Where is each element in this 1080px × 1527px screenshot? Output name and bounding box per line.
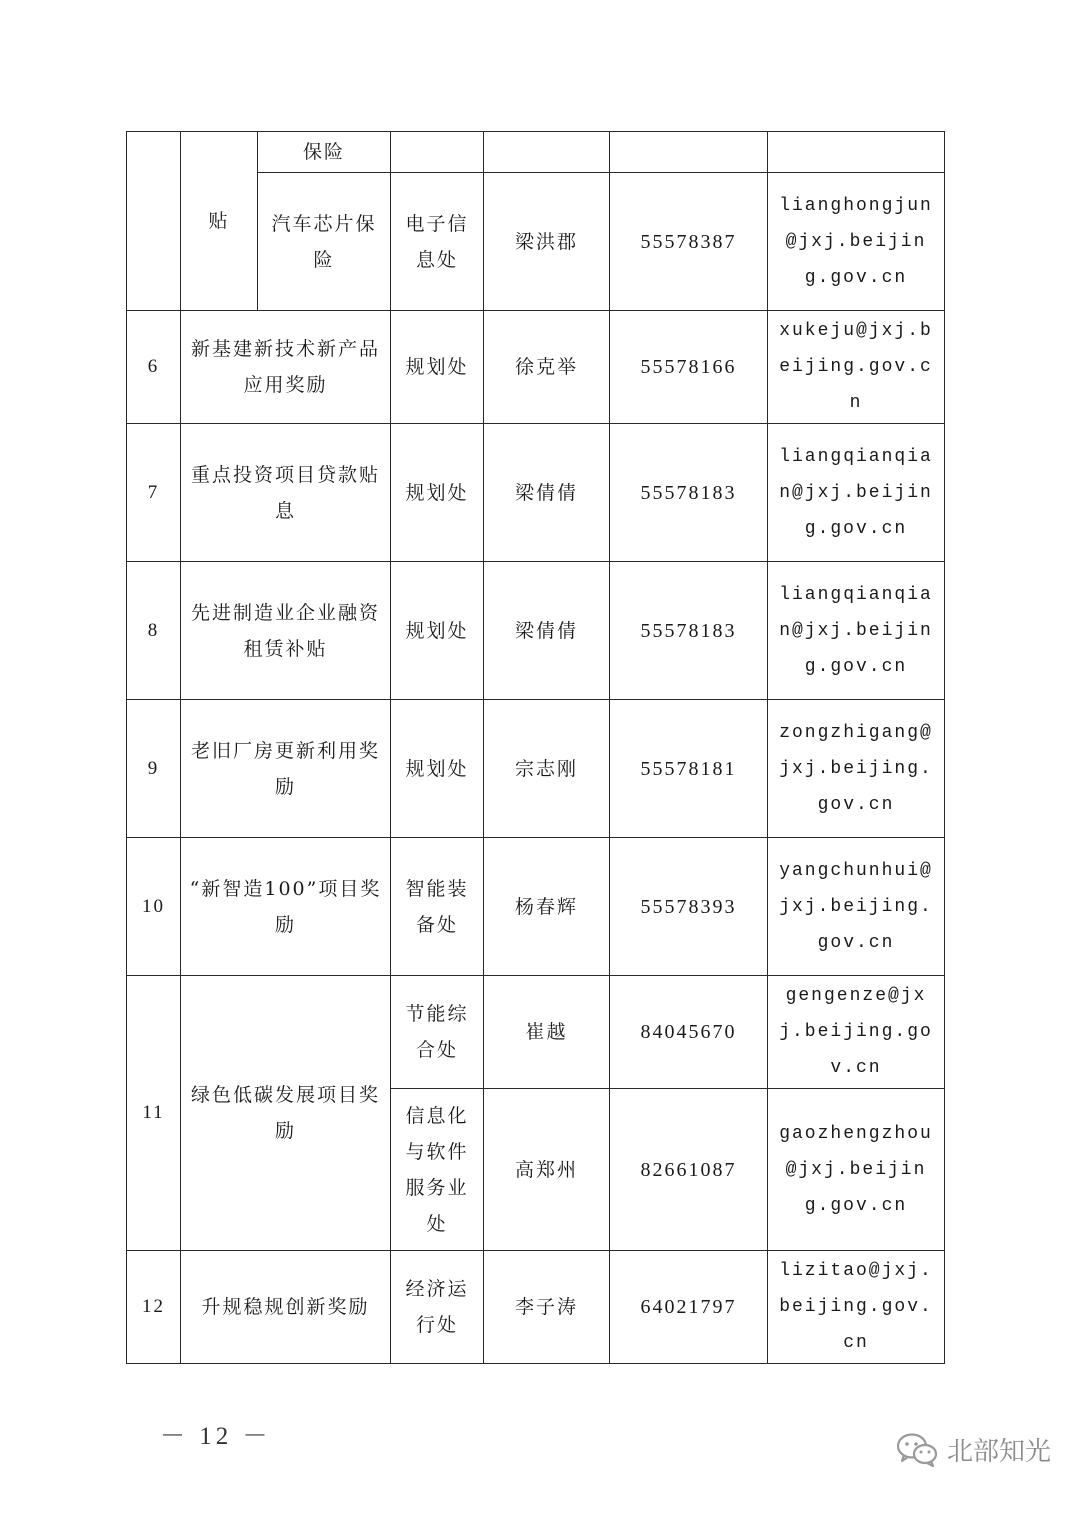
email-cell: liangqianqian@jxj.beijing.gov.cn: [768, 424, 945, 562]
dept-cell: 信息化与软件服务业处: [391, 1089, 484, 1251]
table-row: [127, 838, 945, 976]
email-cell: gaozhengzhou@jxj.beijing.gov.cn: [768, 1089, 945, 1251]
num-cell: 7: [127, 424, 181, 562]
category-cell: 贴: [181, 132, 258, 311]
item-cell: 汽车芯片保险: [258, 173, 391, 311]
num-cell: 12: [127, 1251, 181, 1364]
dept-cell: 节能综合处: [391, 976, 484, 1089]
phone-cell: 55578393: [610, 838, 768, 976]
email-cell: xukeju@jxj.beijing.gov.cn: [768, 311, 945, 424]
email-cell: zongzhigang@jxj.beijing.gov.cn: [768, 700, 945, 838]
num-cell: 9: [127, 700, 181, 838]
person-cell: 杨春辉: [484, 838, 610, 976]
person-cell: 宗志刚: [484, 700, 610, 838]
dept-cell: [391, 132, 484, 173]
num-cell: 8: [127, 562, 181, 700]
person-cell: 梁倩倩: [484, 562, 610, 700]
wechat-icon: [895, 1430, 939, 1468]
email-cell: lianghongjun@jxj.beijing.gov.cn: [768, 173, 945, 311]
dept-cell: 智能装备处: [391, 838, 484, 976]
item-cell: 先进制造业企业融资租赁补贴: [181, 562, 391, 700]
item-cell: “新智造100”项目奖励: [181, 838, 391, 976]
item-cell: 保险: [258, 132, 391, 173]
phone-cell: 55578166: [610, 311, 768, 424]
phone-cell: 55578183: [610, 424, 768, 562]
person-cell: 崔越: [484, 976, 610, 1089]
phone-cell: 84045670: [610, 976, 768, 1089]
num-cell: 11: [127, 976, 181, 1251]
contact-table: [126, 131, 945, 1364]
dept-cell: 规划处: [391, 700, 484, 838]
person-cell: 梁倩倩: [484, 424, 610, 562]
phone-cell: [610, 132, 768, 173]
item-cell: 重点投资项目贷款贴息: [181, 424, 391, 562]
email-cell: liangqianqian@jxj.beijing.gov.cn: [768, 562, 945, 700]
dept-cell: 经济运行处: [391, 1251, 484, 1364]
email-cell: [768, 132, 945, 173]
person-cell: [484, 132, 610, 173]
dept-cell: 电子信息处: [391, 173, 484, 311]
table-row: [127, 1251, 945, 1364]
num-cell: 10: [127, 838, 181, 976]
num-cell: 6: [127, 311, 181, 424]
table-row: [127, 562, 945, 700]
person-cell: 李子涛: [484, 1251, 610, 1364]
table-row: [127, 976, 945, 1089]
page-number: － 12 －: [160, 1423, 272, 1450]
item-cell: 老旧厂房更新利用奖励: [181, 700, 391, 838]
email-cell: lizitao@jxj.beijing.gov.cn: [768, 1251, 945, 1364]
watermark: [895, 1430, 1051, 1468]
person-cell: 梁洪郡: [484, 173, 610, 311]
num-cell-empty: [127, 132, 181, 311]
phone-cell: 82661087: [610, 1089, 768, 1251]
phone-cell: 55578183: [610, 562, 768, 700]
item-cell: 新基建新技术新产品应用奖励: [181, 311, 391, 424]
table-row: [127, 311, 945, 424]
person-cell: 高郑州: [484, 1089, 610, 1251]
item-cell: 绿色低碳发展项目奖励: [181, 976, 391, 1251]
person-cell: 徐克举: [484, 311, 610, 424]
dept-cell: 规划处: [391, 424, 484, 562]
table-row: [127, 700, 945, 838]
phone-cell: 55578181: [610, 700, 768, 838]
phone-cell: 55578387: [610, 173, 768, 311]
email-cell: gengenze@jxj.beijing.gov.cn: [768, 976, 945, 1089]
table-row: [127, 424, 945, 562]
watermark-text: 北部知光: [947, 1436, 1052, 1467]
email-cell: yangchunhui@jxj.beijing.gov.cn: [768, 838, 945, 976]
dept-cell: 规划处: [391, 562, 484, 700]
table-row: [127, 132, 945, 173]
phone-cell: 64021797: [610, 1251, 768, 1364]
item-cell: 升规稳规创新奖励: [181, 1251, 391, 1364]
dept-cell: 规划处: [391, 311, 484, 424]
